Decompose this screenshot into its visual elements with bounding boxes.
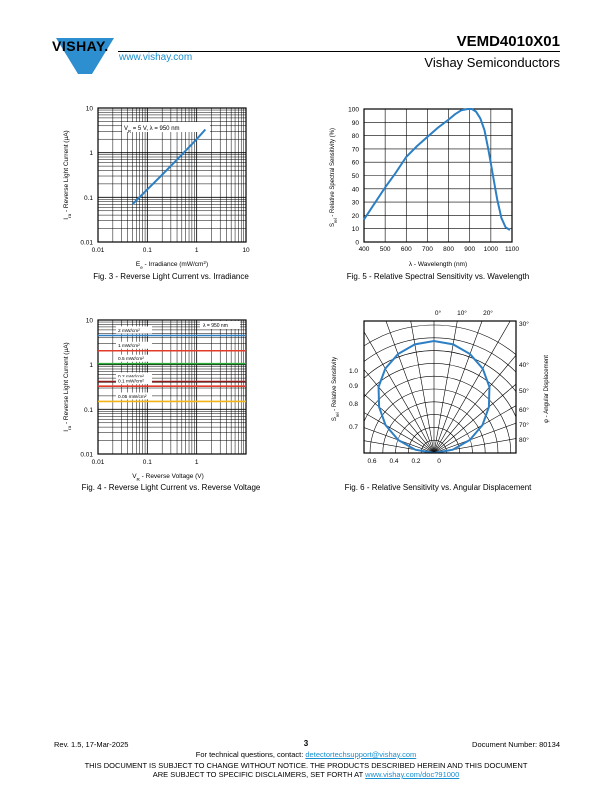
fig4-x-axis-label: $V_R$ - Reverse Voltage (V) <box>132 473 204 482</box>
fig6-radial-label: 0.9 <box>348 383 358 390</box>
fig4-y-tick-label: 10 <box>85 317 93 325</box>
fig3-x-tick-label: 1 <box>194 247 199 254</box>
fig5-y-tick-label: 50 <box>351 173 359 180</box>
fig6-bottom-label: 0.6 <box>367 458 377 465</box>
fig5-x-tick-label: 400 <box>358 246 370 253</box>
polar-spoke <box>434 305 500 453</box>
fig6-right-angle-label: 40° <box>519 362 529 369</box>
fig5-caption: Fig. 5 - Relative Spectral Sensitivity vs. Wavelength <box>346 272 530 281</box>
fig5-y-axis-label: $S_{rel}$ - Relative Spectral Sensitivity (%) <box>330 127 338 228</box>
polar-spoke <box>368 305 434 453</box>
fig6-radial-label: 0.8 <box>348 401 358 408</box>
chart-fig6 <box>322 305 554 475</box>
footer-notice-line2 <box>0 770 612 779</box>
disclaimer-link[interactable]: www.vishay.com/doc?91000 <box>365 770 460 779</box>
polar-spoke <box>401 305 434 453</box>
fig6-bottom-label: 0 <box>437 458 441 465</box>
fig5-y-tick-label: 70 <box>351 146 359 154</box>
brand-logo-text: VISHAY. <box>52 38 109 54</box>
fig4-series-label-4: 0.1 mW/cm² <box>118 379 144 385</box>
footer-contact <box>0 750 612 759</box>
fig4-x-tick-label: 1 <box>194 459 199 466</box>
fig6-right-angle-label: 70° <box>519 422 529 429</box>
division-name: Vishay Semiconductors <box>424 55 560 70</box>
fig3-y-tick-label: 0.1 <box>83 194 93 202</box>
fig4-annotation: λ = 950 nm <box>203 323 228 329</box>
fig5-y-tick-label: 100 <box>348 106 359 114</box>
fig5-x-tick-label: 600 <box>400 246 412 253</box>
chart-fig5 <box>322 100 532 270</box>
fig5-x-tick-label: 900 <box>464 246 476 253</box>
fig5-x-tick-label: 800 <box>443 246 455 253</box>
plot-frame <box>98 320 246 454</box>
polar-spoke <box>434 305 467 453</box>
fig4-series-label-1: 1 mW/cm² <box>118 344 140 350</box>
fig6-top-angle-label: 20° <box>483 310 493 317</box>
fig4-series-label-5: 0.05 mW/cm² <box>118 394 147 400</box>
fig6-radial-label: 1.0 <box>348 368 358 375</box>
contact-prefix: For technical questions, contact: <box>195 750 306 759</box>
fig5-y-tick-label: 30 <box>351 199 359 207</box>
fig5-y-tick-label: 0 <box>355 239 359 247</box>
fig5-x-tick-label: 1100 <box>505 246 519 253</box>
footer-document-number: Document Number: 80134 <box>472 740 560 749</box>
fig3-annotation: $V_R = 5$ V, λ = 950 nm <box>124 126 180 134</box>
fig3-x-tick-label: 0.01 <box>91 247 105 254</box>
fig3-x-tick-label: 10 <box>242 247 250 254</box>
fig6-right-angle-label: 80° <box>519 437 529 444</box>
fig3-x-axis-label: $E_e$ - Irradiance $(mW/cm^2)$ <box>135 259 209 270</box>
fig5-y-tick-label: 20 <box>351 212 359 220</box>
fig6-bottom-label: 0.2 <box>411 458 421 465</box>
fig6-y-axis-label: $S_{rel}$ - Relative Sensitivity <box>332 356 340 422</box>
fig6-radial-label: 0.7 <box>348 424 358 431</box>
fig4-y-tick-label: 0.1 <box>83 406 93 414</box>
fig5-x-tick-label: 700 <box>421 246 433 253</box>
contact-email-link[interactable]: detectortechsupport@vishay.com <box>305 750 417 759</box>
fig6-caption: Fig. 6 - Relative Sensitivity vs. Angular Displacement <box>344 483 532 492</box>
fig3-y-tick-label: 10 <box>85 105 93 113</box>
fig3-y-axis-label: $I_{ra}$ - Reverse Light Current (µA) <box>63 130 72 220</box>
fig6-top-angle-label: 0° <box>434 310 442 317</box>
fig4-y-axis-label: $I_{ra}$ - Reverse Light Current (µA) <box>63 342 72 432</box>
fig4-y-tick-label: 1 <box>89 362 93 370</box>
fig6-right-angle-label: 60° <box>519 407 529 414</box>
footer-revision: Rev. 1.5, 17-Mar-2025 <box>54 740 129 749</box>
fig3-x-tick-label: 0.1 <box>142 247 152 254</box>
notice-prefix: ARE SUBJECT TO SPECIFIC DISCLAIMERS, SET FORTH AT <box>152 770 366 779</box>
fig3-y-tick-label: 0.01 <box>80 239 93 247</box>
fig4-x-tick-label: 0.01 <box>91 459 105 466</box>
fig5-y-tick-label: 40 <box>351 186 359 194</box>
polar-spoke <box>322 306 434 453</box>
fig4-series-label-0: 2 mW/cm² <box>118 328 140 334</box>
fig4-series-label-2: 0.5 mW/cm² <box>118 357 144 363</box>
website-link[interactable]: www.vishay.com <box>119 52 193 63</box>
fig5-x-tick-label: 1000 <box>483 246 499 253</box>
polar-spoke <box>322 420 434 453</box>
header-rule <box>118 51 560 52</box>
fig4-x-tick-label: 0.1 <box>142 459 152 466</box>
fig5-x-tick-label: 500 <box>379 246 391 253</box>
fig4-caption: Fig. 4 - Reverse Light Current vs. Reverse Voltage <box>81 483 261 492</box>
fig6-right-angle-label: 50° <box>519 388 529 395</box>
polar-spoke <box>434 420 554 453</box>
polar-spoke <box>434 387 554 453</box>
fig6-top-angle-label: 10° <box>457 310 467 317</box>
fig5-y-tick-label: 80 <box>351 133 359 141</box>
fig6-right-angle-label: 30° <box>519 321 529 328</box>
part-number: VEMD4010X01 <box>456 33 560 50</box>
chart-fig3 <box>60 100 260 270</box>
chart-fig4 <box>60 312 260 482</box>
fig5-y-tick-label: 60 <box>351 159 359 167</box>
fig6-right-axis-label: φ - Angular Displacement <box>544 355 550 423</box>
fig3-caption: Fig. 3 - Reverse Light Current vs. Irradiance <box>93 272 249 281</box>
fig6-bottom-label: 0.4 <box>389 458 399 465</box>
fig5-y-tick-label: 10 <box>351 226 359 234</box>
fig5-series-line <box>364 109 510 230</box>
footer-page-number: 3 <box>303 739 309 748</box>
footer-notice-line1: THIS DOCUMENT IS SUBJECT TO CHANGE WITHOUT NOTICE. THE PRODUCTS DESCRIBED HEREIN AND THIS DOCUMENT <box>84 761 528 770</box>
fig3-y-tick-label: 1 <box>89 150 93 158</box>
fig5-x-axis-label: λ - Wavelength (nm) <box>408 261 468 268</box>
fig5-y-tick-label: 90 <box>351 119 359 127</box>
fig4-y-tick-label: 0.01 <box>80 451 93 459</box>
